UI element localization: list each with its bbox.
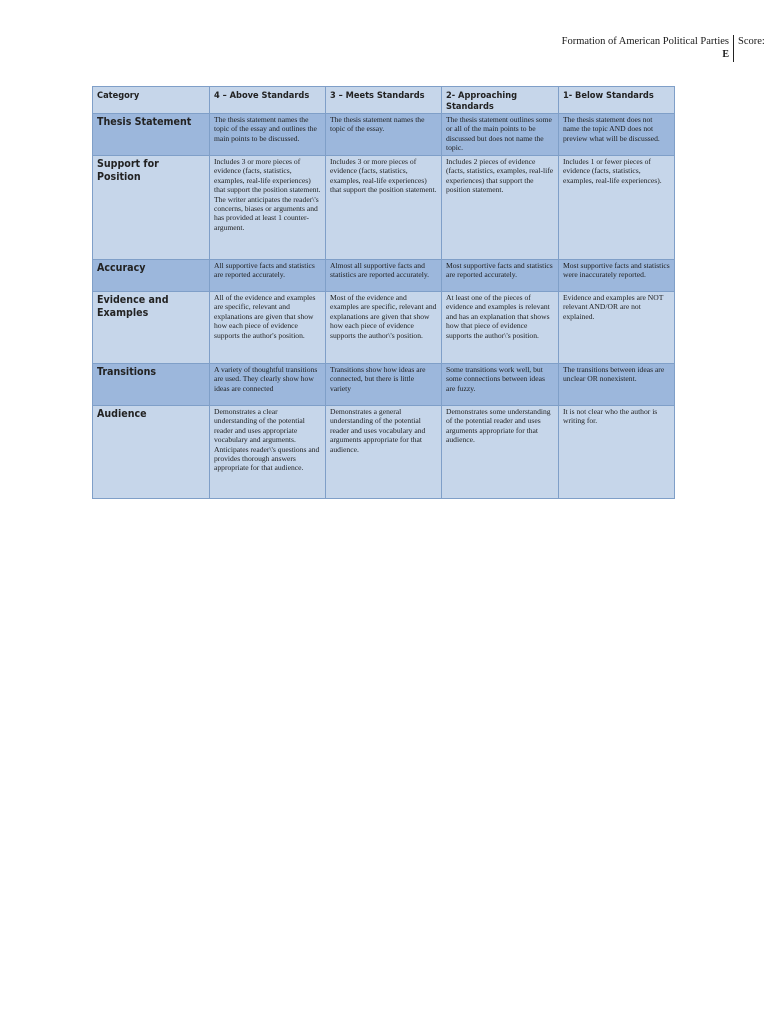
criteria-cell-4: Includes 3 or more pieces of evidence (facts, statistics, examples, real-life experiences) that support the position statement. The writer anticipates the reader\'s concerns, biases or arguments and has provided at least 1 counter-argument.	[210, 156, 326, 260]
column-header-category: Category	[93, 87, 210, 114]
rubric-row-audience	[93, 406, 675, 499]
rubric-table	[92, 86, 675, 499]
criteria-cell-3: Almost all supportive facts and statistics are reported accurately.	[326, 260, 442, 292]
column-header-below-standards: 1- Below Standards	[559, 87, 675, 114]
category-cell: Support for Position	[93, 156, 210, 260]
criteria-cell-2: The thesis statement outlines some or all of the main points to be discussed but does not name the topic.	[442, 114, 559, 156]
header-letter: E	[722, 49, 729, 60]
criteria-cell-3: The thesis statement names the topic of the essay.	[326, 114, 442, 156]
rubric-row-thesis-statement	[93, 114, 675, 156]
category-cell: Transitions	[93, 364, 210, 406]
document-title: Formation of American Political Parties	[561, 36, 729, 47]
criteria-cell-1: Most supportive facts and statistics were inaccurately reported.	[559, 260, 675, 292]
category-cell: Evidence and Examples	[93, 292, 210, 364]
criteria-cell-2: Some transitions work well, but some connections between ideas are fuzzy.	[442, 364, 559, 406]
criteria-cell-3: Most of the evidence and examples are specific, relevant and explanations are given that show how each piece of evidence supports the author\'s position.	[326, 292, 442, 364]
category-cell: Accuracy	[93, 260, 210, 292]
criteria-cell-1: It is not clear who the author is writing for.	[559, 406, 675, 499]
column-header-meets-standards: 3 – Meets Standards	[326, 87, 442, 114]
criteria-cell-1: Evidence and examples are NOT relevant AND/OR are not explained.	[559, 292, 675, 364]
criteria-cell-3: Transitions show how ideas are connected, but there is little variety	[326, 364, 442, 406]
rubric-row-accuracy	[93, 260, 675, 292]
rubric-header-row	[93, 87, 675, 114]
rubric-row-transitions	[93, 364, 675, 406]
criteria-cell-1: Includes 1 or fewer pieces of evidence (facts, statistics, examples, real-life experiences).	[559, 156, 675, 260]
category-cell: Audience	[93, 406, 210, 499]
criteria-cell-4: The thesis statement names the topic of the essay and outlines the main points to be discussed.	[210, 114, 326, 156]
criteria-cell-2: Demonstrates some understanding of the potential reader and uses arguments appropriate for that audience.	[442, 406, 559, 499]
rubric-row-support-for-position	[93, 156, 675, 260]
category-cell: Thesis Statement	[93, 114, 210, 156]
criteria-cell-2: Includes 2 pieces of evidence (facts, statistics, examples, real-life experiences) that support the position statement.	[442, 156, 559, 260]
rubric-row-evidence-and-examples	[93, 292, 675, 364]
criteria-cell-3: Includes 3 or more pieces of evidence (facts, statistics, examples, real-life experiences) that support the position statement.	[326, 156, 442, 260]
criteria-cell-4: A variety of thoughtful transitions are used. They clearly show how ideas are connected	[210, 364, 326, 406]
header-title-block	[562, 35, 734, 62]
criteria-cell-3: Demonstrates a general understanding of the potential reader and uses vocabulary and arguments appropriate for that audience.	[326, 406, 442, 499]
criteria-cell-2: At least one of the pieces of evidence and examples is relevant and has an explanation that shows how that piece of evidence supports the author\'s position.	[442, 292, 559, 364]
column-header-above-standards: 4 – Above Standards	[210, 87, 326, 114]
score-label: Score:	[738, 36, 765, 47]
criteria-cell-1: The thesis statement does not name the topic AND does not preview what will be discussed.	[559, 114, 675, 156]
criteria-cell-4: All supportive facts and statistics are reported accurately.	[210, 260, 326, 292]
page-header	[562, 35, 768, 62]
criteria-cell-2: Most supportive facts and statistics are reported accurately.	[442, 260, 559, 292]
criteria-cell-4: Demonstrates a clear understanding of the potential reader and uses appropriate vocabulary and arguments. Anticipates reader\'s questions and provides thorough answers appropriate for that audience.	[210, 406, 326, 499]
criteria-cell-4: All of the evidence and examples are specific, relevant and explanations are given that show how each piece of evidence supports the author's position.	[210, 292, 326, 364]
criteria-cell-1: The transitions between ideas are unclear OR nonexistent.	[559, 364, 675, 406]
column-header-approaching-standards: 2- Approaching Standards	[442, 87, 559, 114]
